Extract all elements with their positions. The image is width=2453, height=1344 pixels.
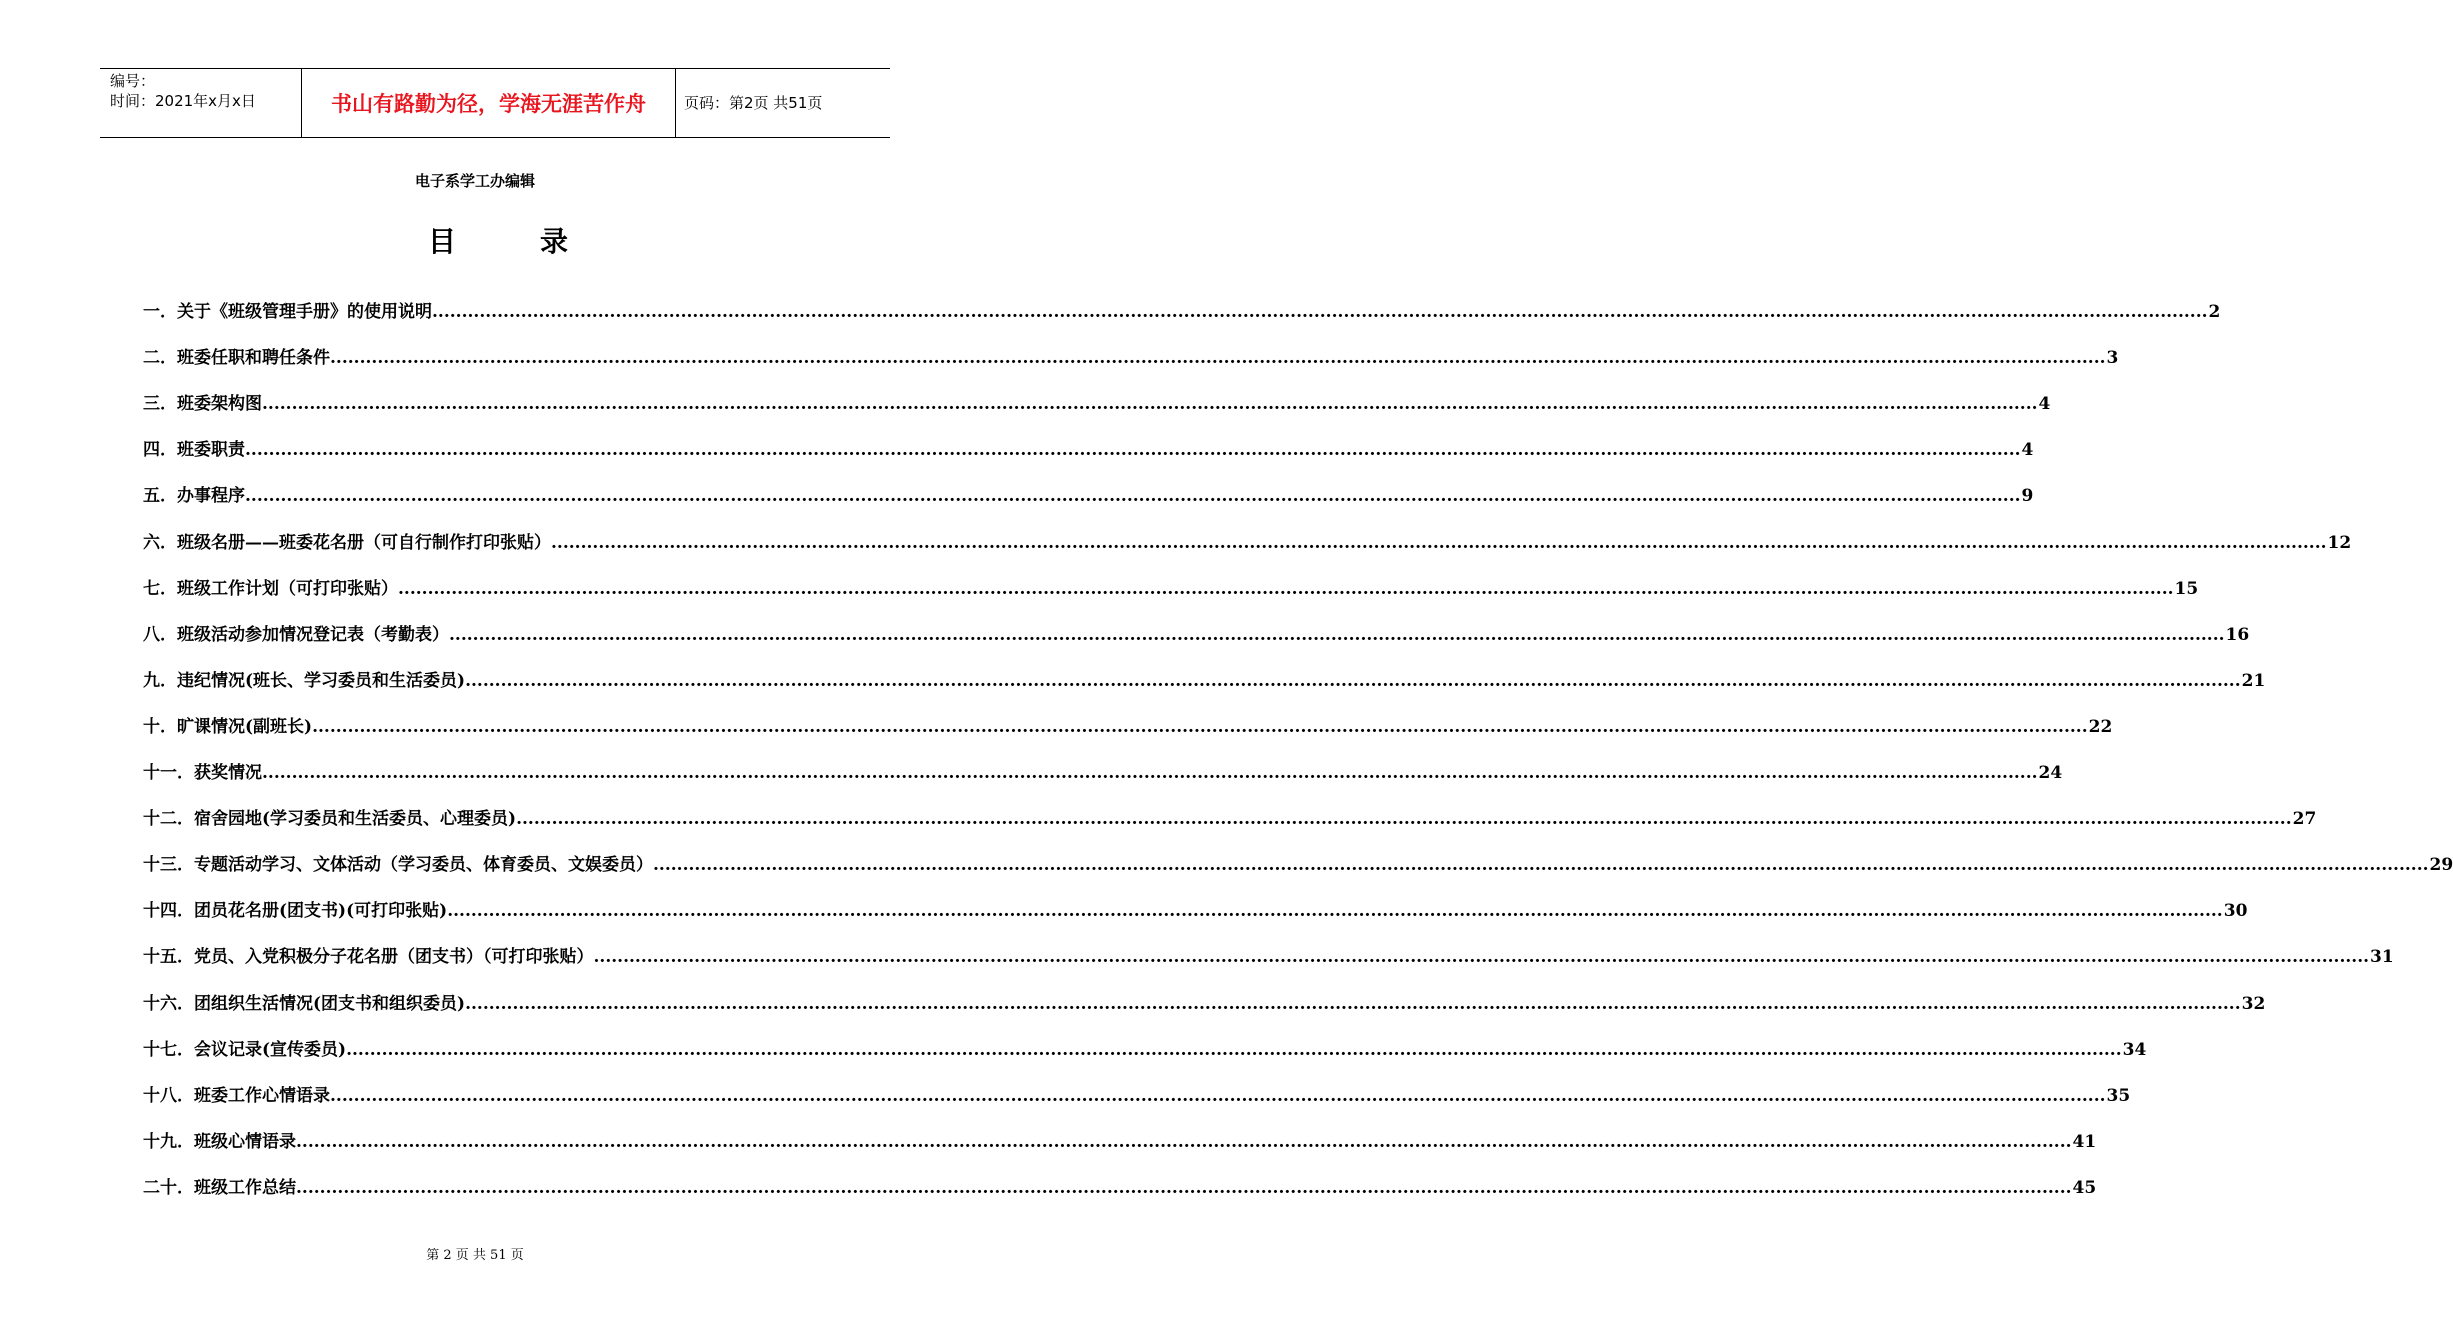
toc-entry[interactable] [143,573,2199,601]
toc-entry-number: 四． [143,440,177,461]
toc-entry[interactable] [143,941,2394,969]
toc-entry-number: 二十． [143,1177,194,1198]
editor-line: 电子系学工办编辑 [414,172,535,190]
toc-entry-page: 45 [2072,1177,2097,1198]
header-page-cell [676,69,890,137]
toc-entry[interactable] [143,1034,2147,1062]
toc-entry[interactable] [143,434,2034,462]
toc-entry-page: 35 [2106,1085,2131,1106]
toc-entry[interactable] [143,803,2317,831]
toc-entry-label: 专题活动学习、文体活动（学习委员、体育委员、文娱委员） [194,855,653,876]
toc-dot-leader: ............................................................................................................................................................................................................................................................................................................ [245,486,2021,507]
toc-entry-number: 十八． [143,1085,194,1106]
toc-entry-number: 十二． [143,809,194,830]
toc-dot-leader: ............................................................................................................................................................................................................................................................................................................ [245,440,2021,461]
toc-entry-label: 关于《班级管理手册》的使用说明 [177,302,432,322]
toc-entry-number: 十五． [143,947,194,968]
toc-entry[interactable] [143,988,2266,1016]
toc-entry-page: 21 [2241,670,2266,691]
toc-title-right: 录 [540,225,569,258]
toc-dot-leader: ............................................................................................................................................................................................................................................................................................................ [312,716,2088,737]
toc-dot-leader: ............................................................................................................................................................................................................................................................................................................ [449,624,2225,645]
toc-dot-leader: ............................................................................................................................................................................................................................................................................................................ [432,302,2208,322]
toc-entry[interactable] [143,480,2034,508]
toc-entry-number: 十四． [143,901,194,922]
toc-entry-page: 4 [2038,394,2051,415]
toc-entry[interactable] [143,1126,2097,1154]
toc-entry-page: 29 [2429,855,2453,876]
toc-title [0,222,950,262]
toc-entry-page: 2 [2208,302,2221,322]
toc-entry[interactable] [143,296,2221,324]
number-label: 编号： [110,72,156,90]
toc-entry-label: 宿舍园地(学习委员和生活委员、心理委员) [194,809,517,830]
toc-entry[interactable] [143,1172,2097,1200]
motto: 书山有路勤为径，学海无涯苦作舟 [331,92,646,116]
toc-entry-number: 十一． [143,763,194,783]
toc-entry-number: 十六． [143,993,194,1014]
toc-entry-page: 27 [2292,809,2317,830]
toc-entry-page: 30 [2223,901,2248,922]
toc-entry-label: 获奖情况 [194,763,262,783]
toc-entry[interactable] [143,388,2051,416]
toc-entry-label: 班级心情语录 [194,1131,296,1152]
toc-dot-leader: ............................................................................................................................................................................................................................................................................................................ [551,532,2327,553]
toc-entry-label: 班委工作心情语录 [194,1085,330,1106]
toc-entry[interactable] [143,342,2119,370]
toc-entry[interactable] [143,527,2352,555]
page-footer: 第 2 页 共 51 页 [426,1248,524,1263]
toc-entry-number: 十七． [143,1039,194,1060]
toc-dot-leader: ............................................................................................................................................................................................................................................................................................................ [296,1131,2072,1152]
toc-dot-leader: ............................................................................................................................................................................................................................................................................................................ [465,993,2241,1014]
page-header [100,68,890,138]
toc-entry[interactable] [143,1080,2131,1108]
toc-entry-label: 班级工作总结 [194,1177,296,1198]
time-label: 时间：2021年x月x日 [110,92,256,110]
toc-entry-page: 22 [2088,716,2113,737]
toc-entry-label: 违纪情况(班长、学习委员和生活委员) [177,670,466,691]
toc-entry-number: 七． [143,578,177,599]
toc-entry[interactable] [143,895,2248,923]
toc-entry-number: 九． [143,670,177,691]
toc-entry-number: 十三． [143,855,194,876]
toc-dot-leader: ............................................................................................................................................................................................................................................................................................................ [653,855,2429,876]
toc-entry-number: 二． [143,348,177,369]
toc-entry-label: 班级工作计划（可打印张贴） [177,578,398,599]
toc-entry-number: 一． [143,302,177,322]
toc-entry-label: 党员、入党积极分子花名册（团支书）（可打印张贴） [194,947,594,968]
header-info-cell [100,69,300,137]
toc-entry[interactable] [143,757,2063,785]
toc-entry-page: 32 [2241,993,2266,1014]
toc-entry-page: 4 [2021,440,2034,461]
toc-entry[interactable] [143,849,2453,877]
toc-entry[interactable] [143,665,2266,693]
toc-entry-label: 团员花名册(团支书)(可打印张贴) [194,901,448,922]
toc-entry-label: 班级名册——班委花名册（可自行制作打印张贴） [177,532,551,553]
toc-dot-leader: ............................................................................................................................................................................................................................................................................................................ [296,1177,2072,1198]
toc-entry[interactable] [143,711,2113,739]
toc-entry-page: 15 [2174,578,2199,599]
toc-entry-page: 9 [2021,486,2034,507]
toc-entry-page: 12 [2327,532,2352,553]
toc-dot-leader: ............................................................................................................................................................................................................................................................................................................ [262,394,2038,415]
toc-entry-number: 八． [143,624,177,645]
toc-entry-number: 六． [143,532,177,553]
toc-dot-leader: ............................................................................................................................................................................................................................................................................................................ [593,947,2370,968]
toc-dot-leader: ............................................................................................................................................................................................................................................................................................................ [465,670,2241,691]
toc-entry-number: 三． [143,394,177,415]
toc-entry-number: 十九． [143,1131,194,1152]
toc-entry-label: 班委任职和聘任条件 [177,348,330,369]
toc-entry-page: 24 [2038,763,2063,783]
toc-dot-leader: ............................................................................................................................................................................................................................................................................................................ [330,1085,2106,1106]
toc-entry-label: 旷课情况(副班长) [177,716,313,737]
toc-entry-label: 办事程序 [177,486,245,507]
toc-entry-label: 班级活动参加情况登记表（考勤表） [177,624,449,645]
toc-dot-leader: ............................................................................................................................................................................................................................................................................................................ [447,901,2223,922]
toc-dot-leader: ............................................................................................................................................................................................................................................................................................................ [262,763,2038,783]
toc-dot-leader: ............................................................................................................................................................................................................................................................................................................ [330,348,2106,369]
toc-entry-label: 班委职责 [177,440,245,461]
toc-dot-leader: ............................................................................................................................................................................................................................................................................................................ [398,578,2174,599]
toc-entry-page: 31 [2370,947,2394,968]
toc-dot-leader: ............................................................................................................................................................................................................................................................................................................ [516,809,2292,830]
toc-entry-label: 会议记录(宣传委员) [194,1039,347,1060]
toc-entry-label: 团组织生活情况(团支书和组织委员) [194,993,466,1014]
toc-entry-number: 十． [143,716,177,737]
toc-entry[interactable] [143,619,2250,647]
page-code: 页码：第2页 共51页 [684,94,823,112]
toc-entry-page: 3 [2106,348,2119,369]
toc-entry-page: 34 [2122,1039,2147,1060]
toc-dot-leader: ............................................................................................................................................................................................................................................................................................................ [346,1039,2122,1060]
toc-entry-page: 41 [2072,1131,2097,1152]
header-motto-cell [301,69,676,137]
toc-title-left: 目 [428,225,457,258]
toc-entry-label: 班委架构图 [177,394,262,415]
toc-entry-number: 五． [143,486,177,507]
toc-entry-page: 16 [2225,624,2250,645]
